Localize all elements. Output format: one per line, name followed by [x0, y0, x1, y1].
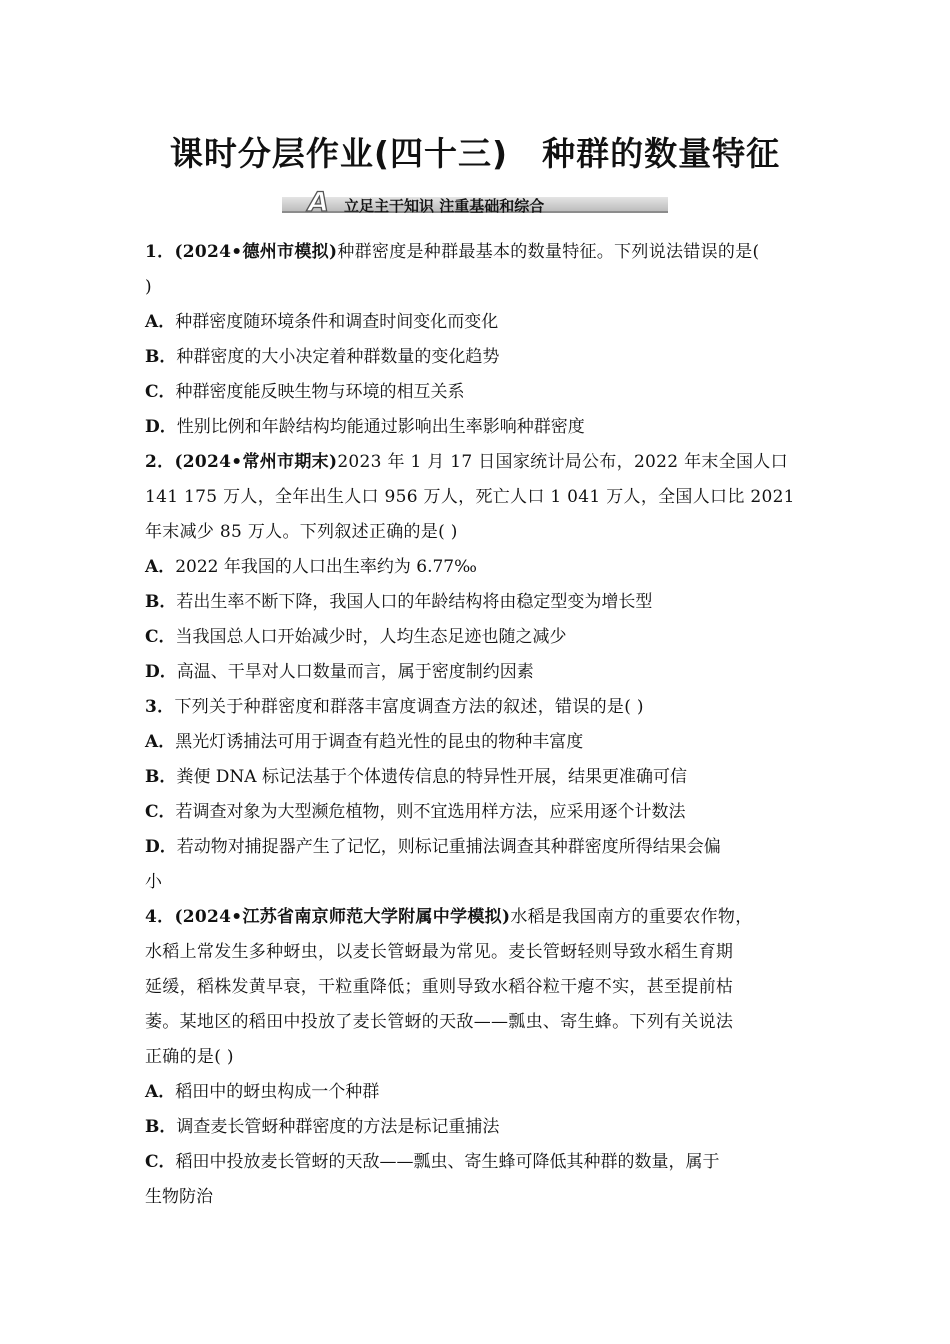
option-text: 稻田中的蚜虫构成一个种群	[175, 1082, 380, 1102]
question-number: 1．	[145, 242, 175, 262]
option-key: C．	[145, 627, 176, 647]
stem-text: 种群密度是种群最基本的数量特征。下列说法错误的是(	[337, 242, 760, 262]
question-source: (2024•德州市模拟)	[174, 242, 338, 262]
option-text: 若调查对象为大型濒危植物，则不宜选用样方法，应采用逐个计数法	[175, 802, 686, 822]
option-c	[145, 620, 810, 655]
option-a	[145, 1075, 810, 1110]
option-text: 调查麦长管蚜种群密度的方法是标记重捕法	[176, 1117, 500, 1137]
option-text: 种群密度能反映生物与环境的相互关系	[175, 382, 465, 402]
question-number: 2．	[145, 452, 175, 472]
option-a	[145, 305, 810, 340]
stem-text: 2023 年 1 月 17 日国家统计局公布，2022 年末全国人口	[337, 452, 788, 472]
stem-continuation: 水稻上常发生多种蚜虫，以麦长管蚜最为常见。麦长管蚜轻则导致水稻生育期	[145, 942, 734, 962]
question-1	[145, 235, 810, 445]
option-text: 黑光灯诱捕法可用于调查有趋光性的昆虫的物种丰富度	[175, 732, 584, 752]
question-stem	[145, 690, 810, 725]
stem-continuation: )	[145, 277, 152, 297]
option-key: D．	[145, 417, 177, 437]
question-number: 4．	[145, 907, 175, 927]
option-key: A．	[145, 732, 176, 752]
option-b	[145, 760, 810, 795]
section-banner	[282, 187, 668, 220]
option-text: 若出生率不断下降，我国人口的年龄结构将由稳定型变为增长型	[176, 592, 653, 612]
option-key: B．	[145, 1117, 177, 1137]
question-stem	[145, 445, 810, 480]
option-key: C．	[145, 802, 176, 822]
option-text: 粪便 DNA 标记法基于个体遗传信息的特异性开展，结果更准确可信	[176, 767, 687, 787]
stem-continuation: 延缓，稻株发黄早衰，干粒重降低；重则导致水稻谷粒干瘪不实，甚至提前枯	[145, 977, 734, 997]
option-key: C．	[145, 1152, 176, 1172]
option-c	[145, 795, 810, 830]
title-sub: 种群的数量特征	[542, 134, 781, 173]
option-text: 2022 年我国的人口出生率约为 6.77‰	[175, 557, 477, 577]
option-key: A．	[145, 312, 176, 332]
section-label: 立足主干知识 注重基础和综合	[344, 197, 545, 215]
title-main: 课时分层作业(四十三)	[169, 134, 509, 173]
option-b	[145, 1110, 810, 1145]
option-b	[145, 585, 810, 620]
option-a	[145, 550, 810, 585]
question-4	[145, 900, 810, 1215]
question-list	[145, 235, 810, 1215]
option-d	[145, 830, 810, 865]
stem-text: 水稻是我国南方的重要农作物，	[510, 907, 753, 927]
stem-continuation: 正确的是( )	[145, 1047, 234, 1067]
option-text: 性别比例和年龄结构均能通过影响出生率影响种群密度	[176, 417, 585, 437]
question-stem	[145, 235, 810, 270]
question-stem	[145, 900, 810, 935]
option-key: B．	[145, 347, 177, 367]
option-text: 种群密度的大小决定着种群数量的变化趋势	[176, 347, 500, 367]
question-source: (2024•常州市期末)	[174, 452, 338, 472]
option-d	[145, 655, 810, 690]
option-key: B．	[145, 767, 177, 787]
option-continuation: 小	[145, 872, 162, 892]
option-text: 种群密度随环境条件和调查时间变化而变化	[175, 312, 499, 332]
option-a	[145, 725, 810, 760]
option-d	[145, 410, 810, 445]
stem-text: 下列关于种群密度和群落丰富度调查方法的叙述，错误的是( )	[174, 697, 644, 717]
question-2	[145, 445, 810, 690]
question-source: (2024•江苏省南京师范大学附属中学模拟)	[174, 907, 511, 927]
option-c	[145, 375, 810, 410]
page-title	[0, 128, 950, 175]
option-c	[145, 1145, 810, 1180]
section-letter-icon: A	[308, 187, 329, 218]
option-text: 稻田中投放麦长管蚜的天敌——瓢虫、寄生蜂可降低其种群的数量，属于	[175, 1152, 720, 1172]
stem-continuation: 萎。某地区的稻田中投放了麦长管蚜的天敌——瓢虫、寄生蜂。下列有关说法	[145, 1012, 734, 1032]
option-key: A．	[145, 557, 176, 577]
option-key: D．	[145, 837, 177, 857]
option-key: D．	[145, 662, 177, 682]
option-key: C．	[145, 382, 176, 402]
option-key: A．	[145, 1082, 176, 1102]
stem-continuation: 141 175 万人，全年出生人口 956 万人，死亡人口 1 041 万人，全国人口比 2021	[145, 487, 795, 507]
option-b	[145, 340, 810, 375]
question-number: 3．	[145, 697, 175, 717]
option-key: B．	[145, 592, 177, 612]
question-3	[145, 690, 810, 900]
stem-continuation: 年末减少 85 万人。下列叙述正确的是( )	[145, 522, 458, 542]
option-text: 高温、干旱对人口数量而言，属于密度制约因素	[176, 662, 534, 682]
option-text: 若动物对捕捉器产生了记忆，则标记重捕法调查其种群密度所得结果会偏	[176, 837, 721, 857]
option-continuation: 生物防治	[145, 1187, 213, 1207]
option-text: 当我国总人口开始减少时，人均生态足迹也随之减少	[175, 627, 567, 647]
